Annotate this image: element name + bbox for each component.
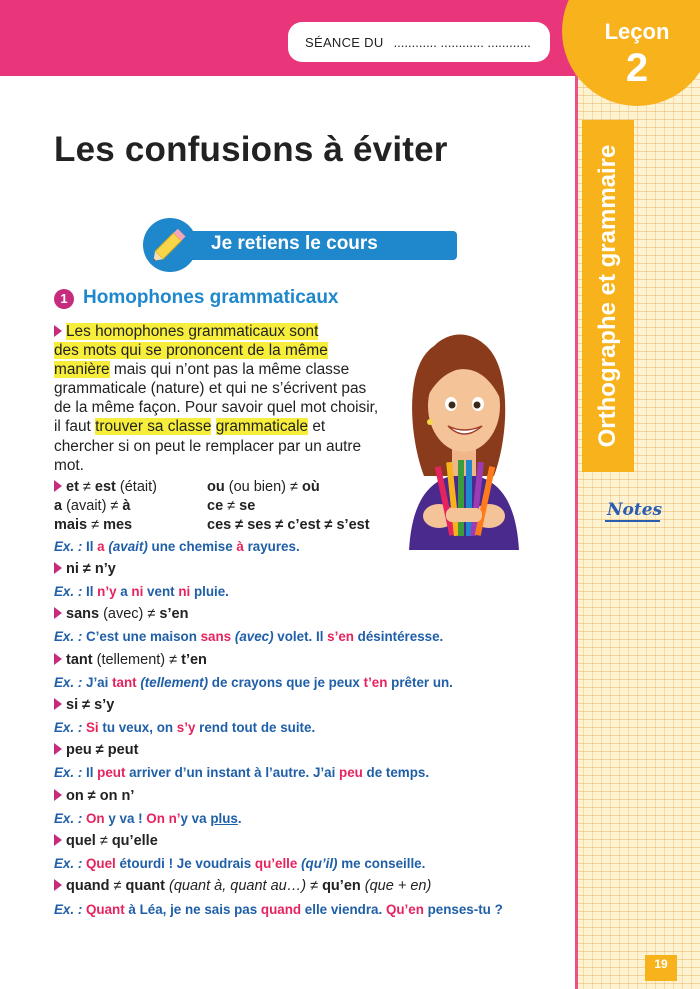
bullet-triangle-icon bbox=[54, 789, 62, 801]
intro-paragraph bbox=[54, 322, 384, 475]
subject-label: Orthographe et grammaire bbox=[594, 144, 621, 448]
rule-line: on ≠ on n’ bbox=[54, 788, 134, 804]
highlight-5: grammaticale bbox=[215, 418, 309, 436]
lesson-word: Leçon bbox=[604, 19, 670, 44]
example-line: Ex. : Quant à Léa, je ne sais pas quand elle viendra. Qu’en penses-tu ? bbox=[54, 902, 503, 917]
pairs-row: a (avait) ≠ à ce ≠ se bbox=[54, 498, 256, 514]
bullet-triangle-icon bbox=[54, 325, 62, 337]
example-line: Ex. : Quel étourdi ! Je voudrais qu’elle (qu’il) me conseille. bbox=[54, 856, 426, 871]
example-line: Ex. : J’ai tant (tellement) de crayons que je peux t’en prêter un. bbox=[54, 675, 453, 690]
rule-line: peu ≠ peut bbox=[54, 742, 138, 758]
bullet-triangle-icon bbox=[54, 698, 62, 710]
rule-line: quel ≠ qu’elle bbox=[54, 833, 158, 849]
lesson-number: 2 bbox=[625, 46, 649, 90]
section-number: 1 bbox=[54, 289, 74, 309]
example-line: Ex. : Il n’y a ni vent ni pluie. bbox=[54, 584, 229, 599]
page-number: 19 bbox=[645, 955, 677, 981]
highlight-3: manière bbox=[54, 361, 110, 379]
example-line: Ex. : Il peut arriver d’un instant à l’autre. J’ai peu de temps. bbox=[54, 765, 430, 780]
bullet-triangle-icon bbox=[54, 879, 62, 891]
bullet-triangle-icon bbox=[54, 834, 62, 846]
pairs-row: mais ≠ mes ces ≠ ses ≠ c’est ≠ s’est bbox=[54, 517, 370, 533]
example-line: Ex. : On y va ! On n’y va plus. bbox=[54, 811, 242, 826]
pairs-row: et ≠ est (était) ou (ou bien) ≠ où bbox=[54, 478, 384, 497]
banner-title: Je retiens le cours bbox=[211, 233, 378, 254]
paragraph-text-1: mais qui n’ont pas la même classe grammaticale (nature) et qui ne s’écrivent pas de la même façon. Pour savoir quel mot choisir, il faut bbox=[54, 361, 379, 436]
bullet-triangle-icon bbox=[54, 607, 62, 619]
bullet-triangle-icon bbox=[54, 743, 62, 755]
section-title: Homophones grammaticaux bbox=[83, 287, 339, 308]
rule-line: quand ≠ quant (quant à, quant au…) ≠ qu’en (que + en) bbox=[54, 878, 431, 894]
rule-line: si ≠ s’y bbox=[54, 697, 114, 713]
example-line: Ex. : Il a (avait) une chemise à rayures. bbox=[54, 539, 300, 554]
notes-underline bbox=[605, 520, 660, 522]
seance-box bbox=[288, 22, 550, 62]
rule-line: tant (tellement) ≠ t’en bbox=[54, 652, 207, 668]
rule-line: sans (avec) ≠ s’en bbox=[54, 606, 188, 622]
paragraph-text-2: et chercher si on peut le remplacer par un autre mot. bbox=[54, 418, 362, 474]
seance-label: SÉANCE DU bbox=[305, 35, 384, 50]
homophone-pairs bbox=[54, 478, 384, 535]
bullet-triangle-icon bbox=[54, 562, 62, 574]
highlight-2: des mots qui se prononcent de la même bbox=[54, 342, 328, 360]
highlight-4: trouver sa classe bbox=[95, 418, 212, 436]
page-title: Les confusions à éviter bbox=[54, 130, 448, 169]
highlight-1: Les homophones grammaticaux sont bbox=[66, 323, 319, 340]
example-line: Ex. : Si tu veux, on s’y rend tout de suite. bbox=[54, 720, 316, 735]
pencil-icon bbox=[143, 218, 197, 272]
rule-line: ni ≠ n’y bbox=[54, 561, 116, 577]
girl-with-pencils-illustration bbox=[394, 326, 534, 550]
margin-line bbox=[575, 0, 578, 989]
seance-dots: ............ ............ ............ bbox=[393, 35, 531, 50]
bullet-triangle-icon bbox=[54, 653, 62, 665]
bullet-triangle-icon bbox=[54, 480, 62, 492]
example-line: Ex. : C’est une maison sans (avec) volet. Il s’en désintéresse. bbox=[54, 629, 444, 644]
notes-label: Notes bbox=[607, 500, 663, 520]
